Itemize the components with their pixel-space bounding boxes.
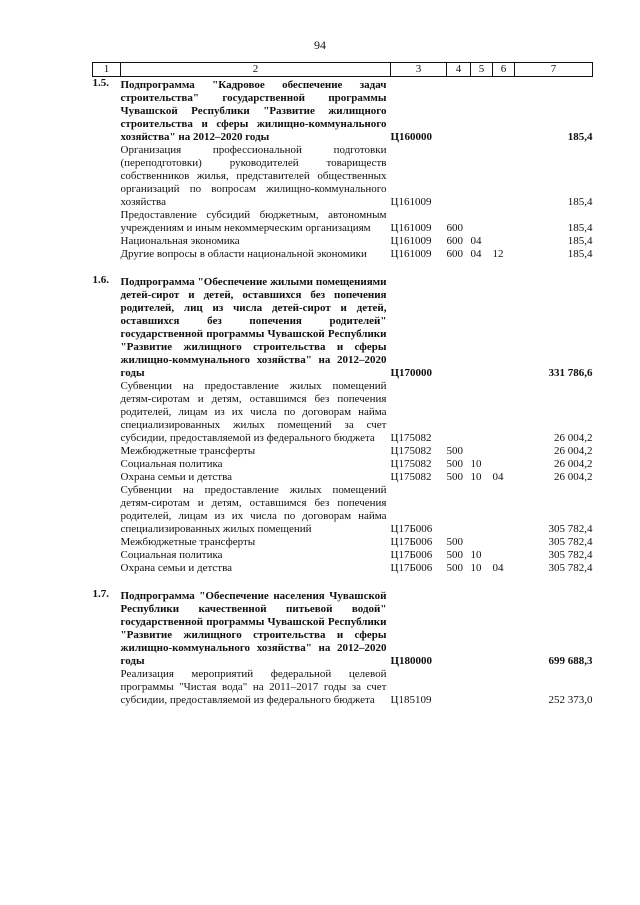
section-code xyxy=(471,445,493,458)
spacer-cell xyxy=(93,575,593,588)
section-code: 04 xyxy=(470,235,482,247)
table-row xyxy=(93,380,593,445)
column-header: 6 xyxy=(493,63,515,77)
row-name: Другие вопросы в области национальной экономики xyxy=(120,248,367,260)
column-header: 4 xyxy=(447,63,471,77)
table-row xyxy=(93,484,593,536)
section-code: 10 xyxy=(470,549,482,561)
subsection-code: 12 xyxy=(492,248,504,260)
expense-type-code: 500 xyxy=(446,562,463,574)
expense-type-code: 500 xyxy=(446,549,463,561)
expense-type-code: 500 xyxy=(446,445,463,457)
row-number: 1.7. xyxy=(92,588,109,600)
amount: 26 004,2 xyxy=(554,471,593,483)
column-header: 7 xyxy=(515,63,593,77)
expense-type-code: 600 xyxy=(446,235,463,247)
subsection-code xyxy=(493,549,515,562)
section-code xyxy=(471,380,493,445)
column-header: 2 xyxy=(121,63,391,77)
column-header: 1 xyxy=(93,63,121,77)
row-name: Национальная экономика xyxy=(120,235,240,247)
amount: 305 782,4 xyxy=(548,523,593,535)
page-number: 94 xyxy=(314,38,326,52)
section-code: 10 xyxy=(470,458,482,470)
amount: 185,4 xyxy=(567,131,593,143)
row-number xyxy=(93,471,121,484)
table-row xyxy=(93,549,593,562)
section-code xyxy=(471,536,493,549)
table-row xyxy=(93,562,593,575)
amount: 331 786,6 xyxy=(548,367,593,379)
row-number xyxy=(93,668,121,707)
row-number xyxy=(93,445,121,458)
section-code xyxy=(471,668,493,707)
section-code xyxy=(471,209,493,235)
row-name: Подпрограмма "Обеспечение населения Чувашской Республики качественной питьевой водой" государственной программы Чувашской Республики "Развитие жилищного строительства и сферы жилищно-коммунального хозяйства" на 2012–2020 годы xyxy=(120,590,387,667)
column-header: 5 xyxy=(471,63,493,77)
row-number xyxy=(93,248,121,261)
row-name: Подпрограмма "Обеспечение жилыми помещениями детей-сирот и детей, оставшихся без попечения родителей, лиц из числа детей-сирот и детей, оставшихся без попечения родителей" государственной программы Чувашской Республики "Развитие жилищного строительства и сферы жилищно-коммунального хозяйства" на 2012–2020 годы xyxy=(120,276,387,379)
row-number xyxy=(93,562,121,575)
subsection-code xyxy=(493,235,515,248)
row-name: Субвенции на предоставление жилых помещений детям-сиротам и детям, оставшимся без попечения родителей, лицам из их числа по договорам найма специализированных жилых помещений за счет субсидии, предоставляемой из федерального бюджета xyxy=(120,380,387,444)
subsection-code xyxy=(493,77,515,145)
section-code: 10 xyxy=(470,471,482,483)
row-name: Организация профессиональной подготовки (переподготовки) руководителей товариществ собственников жилья, представителей общественных организаций по вопросам жилищно-коммунального хозяйства xyxy=(120,144,387,208)
expense-type-code xyxy=(447,144,471,209)
table-row xyxy=(93,248,593,261)
amount: 699 688,3 xyxy=(548,655,593,667)
expense-type-code: 500 xyxy=(446,536,463,548)
spacer-row xyxy=(93,575,593,588)
section-code: 04 xyxy=(470,248,482,260)
row-number xyxy=(93,144,121,209)
row-name: Межбюджетные трансферты xyxy=(120,445,256,457)
target-article-code: Ц180000 xyxy=(390,655,433,667)
subsection-code xyxy=(493,274,515,380)
subsection-code xyxy=(493,445,515,458)
subsection-code: 04 xyxy=(492,562,504,574)
subsection-code xyxy=(493,536,515,549)
row-number xyxy=(93,235,121,248)
amount: 305 782,4 xyxy=(548,549,593,561)
table-row xyxy=(93,235,593,248)
subsection-code xyxy=(493,668,515,707)
table-row xyxy=(93,668,593,707)
target-article-code: Ц160000 xyxy=(390,131,433,143)
row-name: Социальная политика xyxy=(120,549,223,561)
row-number xyxy=(93,549,121,562)
subsection-code xyxy=(493,484,515,536)
spacer-cell xyxy=(93,261,593,274)
subsection-code xyxy=(493,458,515,471)
expense-type-code xyxy=(447,274,471,380)
target-article-code: Ц161009 xyxy=(390,222,432,234)
amount: 26 004,2 xyxy=(554,432,593,444)
subsection-code xyxy=(493,380,515,445)
table-row xyxy=(93,471,593,484)
row-number xyxy=(93,484,121,536)
expense-type-code xyxy=(447,77,471,145)
target-article-code: Ц170000 xyxy=(390,367,433,379)
section-code xyxy=(471,77,493,145)
row-number: 1.6. xyxy=(92,274,109,286)
spacer-row xyxy=(93,261,593,274)
expense-type-code xyxy=(447,484,471,536)
amount: 185,4 xyxy=(567,235,593,247)
expense-type-code xyxy=(447,668,471,707)
amount: 185,4 xyxy=(567,248,593,260)
target-article-code: Ц17Б006 xyxy=(390,523,433,535)
row-name: Предоставление субсидий бюджетным, автономным учреждениям и иным некоммерческим организациям xyxy=(120,209,387,234)
target-article-code: Ц161009 xyxy=(390,248,432,260)
target-article-code: Ц175082 xyxy=(390,471,432,483)
target-article-code: Ц175082 xyxy=(390,432,432,444)
row-name: Реализация мероприятий федеральной целевой программы "Чистая вода" на 2011–2017 годы за счет субсидии, предоставляемой из федерального бюджета xyxy=(120,668,387,706)
subsection-code xyxy=(493,209,515,235)
row-number: 1.5. xyxy=(92,77,109,89)
table-row xyxy=(93,274,593,380)
amount: 252 373,0 xyxy=(548,694,593,706)
table-row xyxy=(93,445,593,458)
row-name: Субвенции на предоставление жилых помещений детям-сиротам и детям, оставшимся без попечения родителей, лицам из их числа по договорам найма специализированных жилых помещений xyxy=(120,484,387,535)
row-name: Межбюджетные трансферты xyxy=(120,536,256,548)
amount: 305 782,4 xyxy=(548,562,593,574)
amount: 185,4 xyxy=(567,222,593,234)
row-name: Подпрограмма "Кадровое обеспечение задач строительства" государственной программы Чувашской Республики "Развитие жилищного строительства и сферы жилищно-коммунального хозяйства" на 2012–2020 годы xyxy=(120,79,387,143)
row-number xyxy=(93,209,121,235)
table-row xyxy=(93,144,593,209)
section-code xyxy=(471,144,493,209)
target-article-code: Ц17Б006 xyxy=(390,562,433,574)
table-row xyxy=(93,77,593,145)
target-article-code: Ц17Б006 xyxy=(390,549,433,561)
amount: 26 004,2 xyxy=(554,458,593,470)
amount: 26 004,2 xyxy=(554,445,593,457)
section-code xyxy=(471,588,493,668)
subsection-code xyxy=(493,588,515,668)
expense-type-code: 500 xyxy=(446,471,463,483)
expense-type-code xyxy=(447,380,471,445)
target-article-code: Ц175082 xyxy=(390,445,432,457)
budget-table xyxy=(92,62,593,707)
table-row xyxy=(93,588,593,668)
expense-type-code xyxy=(447,588,471,668)
target-article-code: Ц161009 xyxy=(390,196,432,208)
column-number-row xyxy=(93,63,593,77)
row-number xyxy=(93,380,121,445)
target-article-code: Ц17Б006 xyxy=(390,536,433,548)
table-row xyxy=(93,458,593,471)
column-header: 3 xyxy=(391,63,447,77)
amount: 185,4 xyxy=(567,196,593,208)
table-row xyxy=(93,536,593,549)
subsection-code xyxy=(493,144,515,209)
target-article-code: Ц175082 xyxy=(390,458,432,470)
expense-type-code: 600 xyxy=(446,248,463,260)
target-article-code: Ц185109 xyxy=(390,694,432,706)
section-code xyxy=(471,274,493,380)
target-article-code: Ц161009 xyxy=(390,235,432,247)
row-name: Социальная политика xyxy=(120,458,223,470)
amount: 305 782,4 xyxy=(548,536,593,548)
row-name: Охрана семьи и детства xyxy=(120,471,233,483)
expense-type-code: 600 xyxy=(446,222,463,234)
subsection-code: 04 xyxy=(492,471,504,483)
expense-type-code: 500 xyxy=(446,458,463,470)
row-number xyxy=(93,458,121,471)
section-code xyxy=(471,484,493,536)
table-body xyxy=(93,77,593,708)
row-number xyxy=(93,536,121,549)
table-row xyxy=(93,209,593,235)
row-name: Охрана семьи и детства xyxy=(120,562,233,574)
section-code: 10 xyxy=(470,562,482,574)
